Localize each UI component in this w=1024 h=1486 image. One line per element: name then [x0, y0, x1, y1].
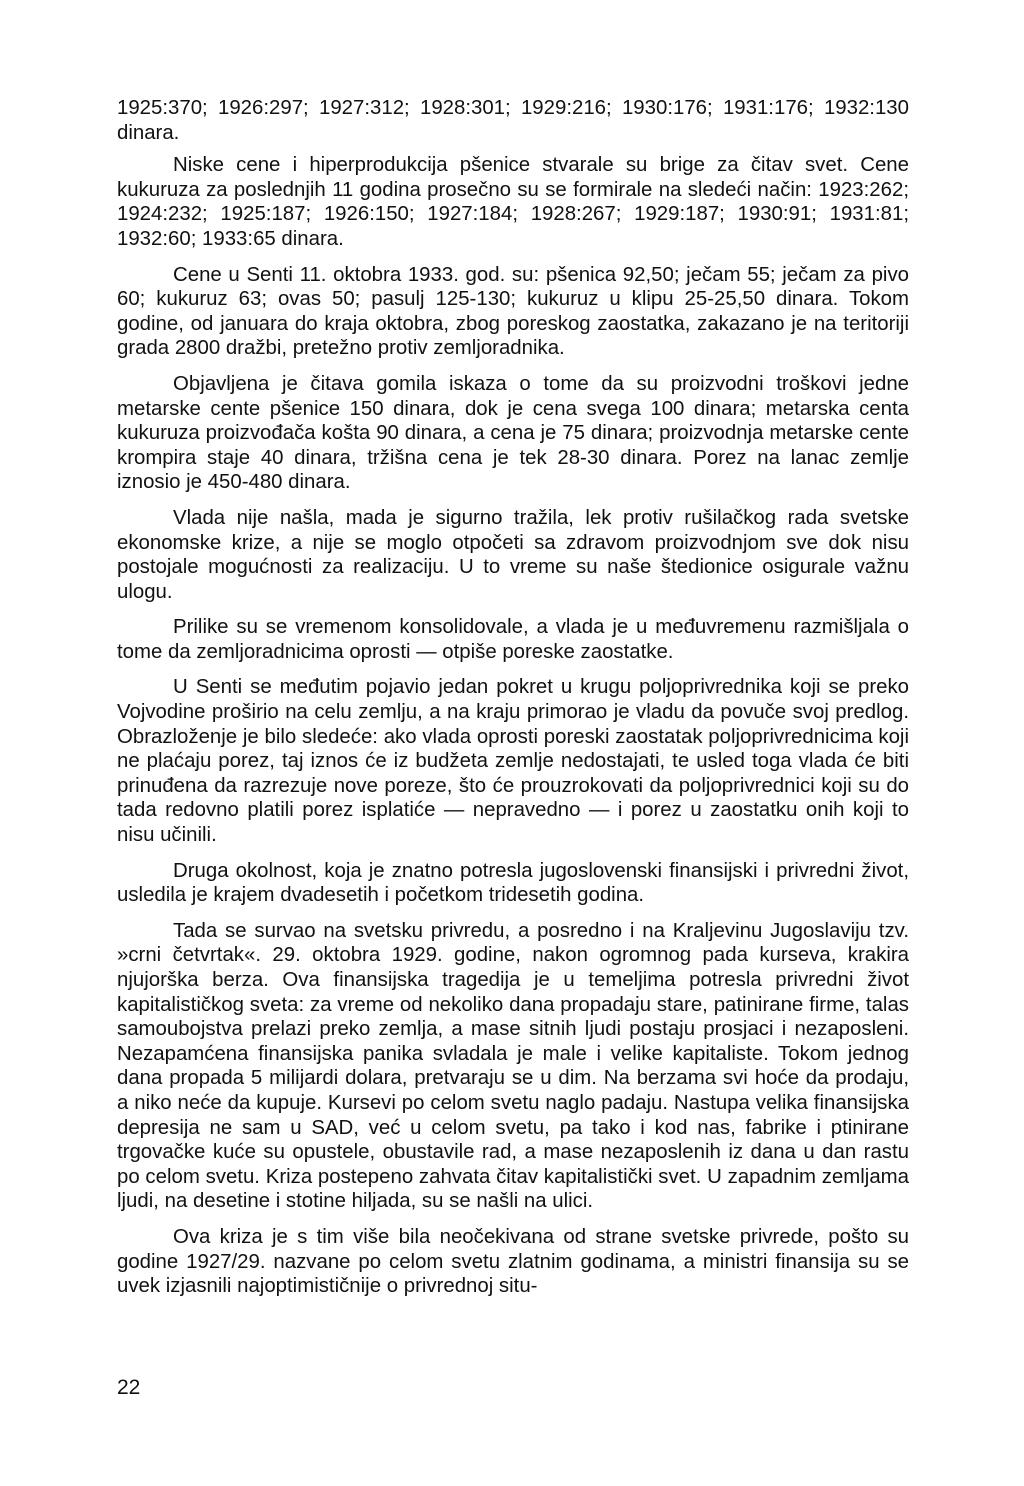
paragraph-3: Cene u Senti 11. oktobra 1933. god. su: pšenica 92,50; ječam 55; ječam za pivo 60; kukuruz 63; ovas 50; pasulj 125-130; kukuruz u klipu 25-25,50 dinara. Tokom godine, od januara do kraja oktobra, zbog poreskog zaostatka, zakazano je na teritoriji grada 2800 dražbi, pretežno protiv zemljoradnika.: [117, 263, 909, 360]
page-number: 22: [117, 1376, 141, 1399]
paragraph-2: Niske cene i hiperprodukcija pšenice stvarale su brige za čitav svet. Cene kukuruza za poslednjih 11 godina prosečno su se formirale na sledeći način: 1923:262; 1924:232; 1925:187; 1926:150; 1927:184; 1928:267; 1929:187; 1930:91; 1931:81; 1932:60; 1933:65 dinara.: [117, 154, 909, 250]
paragraph-1: 1925:370; 1926:297; 1927:312; 1928:301; 1929:216; 1930:176; 1931:176; 1932:130 dinara.: [117, 97, 909, 144]
paragraph-4: Objavljena je čitava gomila iskaza o tome da su proizvodni troškovi jedne metarske cente pšenice 150 dinara, dok je cena svega 100 dinara; metarska centa kukuruza proizvođača košta 90 dinara, a cena je 75 dinara; proizvodnja metarske cente krompira staje 40 dinara, tržišna cena je tek 28-30 dinara. Porez na lanac zemlje iznosio je 450-480 dinara.: [117, 372, 909, 494]
paragraph-10: Ova kriza je s tim više bila neočekivana od strane svetske privrede, pošto su godine 1927/29. nazvane po celom svetu zlatnim godinama, a ministri finansija su se uvek izjasnili najoptimističnije o privrednoj situ-: [117, 1225, 909, 1298]
paragraph-6: Prilike su se vremenom konsolidovale, a vlada je u međuvremenu razmišljala o tome da zemljoradnicima oprosti — otpiše poreske zaostatke.: [117, 616, 909, 663]
page-body: [117, 96, 909, 1310]
paragraph-9: Tada se survao na svetsku privredu, a posredno i na Kraljevinu Jugoslaviju tzv. »crni četvrtak«. 29. oktobra 1929. godine, nakon ogromnog pada kurseva, krakira njujorška berza. Ova finansijska tragedija je u temeljima potresla privredni život kapitalističkog sveta: za vreme od nekoliko dana propadaju stare, patinirane firme, talas samoubojstva prelazi preko zemlja, a mase sitnih ljudi postaju prosjaci i nezaposleni. Nezapamćena finansijska panika svladala je male i velike kapitaliste. Tokom jednog dana propada 5 milijardi dolara, pretvaraju se u dim. Na berzama svi hoće da prodaju, a niko neće da kupuje. Kursevi po celom svetu naglo padaju. Nastupa velika finansijska depresija ne sam u SAD, već u celom svetu, pa tako i kod nas, fabrike i ptinirane trgovačke kuće su opustele, obustavile rad, a mase nezaposlenih iz dana u dan rastu po celom svetu. Kriza postepeno zahvata čitav kapitalistički svet. U zapadnim zemljama ljudi, na desetine i stotine hiljada, su se našli na ulici.: [117, 919, 909, 1213]
paragraph-5: Vlada nije našla, mada je sigurno tražila, lek protiv rušilačkog rada svetske ekonomske krize, a nije se moglo otpočeti sa zdravom proizvodnjom sve dok nisu postojale mogućnosti za realizaciju. U to vreme su naše štedionice osigurale važnu ulogu.: [117, 506, 909, 603]
paragraph-8: Druga okolnost, koja je znatno potresla jugoslovenski finansijski i privredni život, usledila je krajem dvadesetih i početkom tridesetih godina.: [117, 859, 909, 907]
paragraph-7: U Senti se međutim pojavio jedan pokret u krugu poljoprivrednika koji se preko Vojvodine proširio na celu zemlju, a na kraju primorao je vladu da povuče svoj predlog. Obrazloženje je bilo sledeće: ako vlada oprosti poreski zaostatak poljoprivrednicima koji ne plaćaju porez, taj iznos će iz budžeta zemlje nedostajati, te usled toga vlada će biti prinuđena da razrezuje nove poreze, što će prouzrokovati da poljoprivrednici koji su do tada redovno platili porez isplatiće — nepravedno — i porez u zaostatku onih koji to nisu učinili.: [117, 676, 909, 847]
